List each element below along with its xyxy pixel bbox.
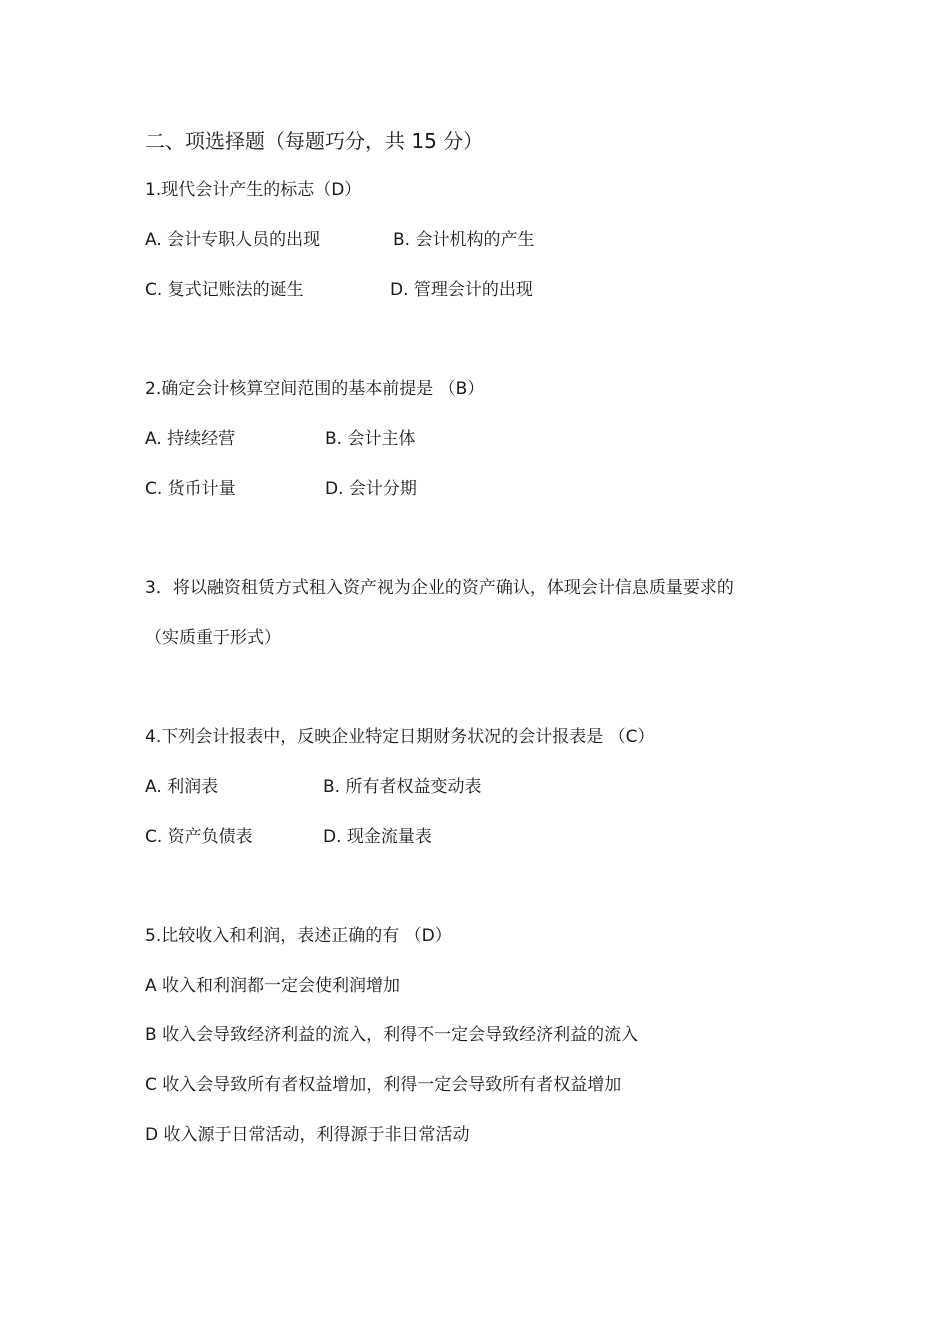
question-3-stem: 3．将以融资租赁方式租入资产视为企业的资产确认，体现会计信息质量要求的 bbox=[145, 578, 734, 598]
question-4-option-a: A. 利润表 bbox=[145, 777, 219, 797]
question-5-option-a: A 收入和利润都一定会使利润增加 bbox=[145, 976, 401, 996]
question-3-answer: （实质重于形式） bbox=[145, 628, 281, 648]
question-2-option-c: C. 货币计量 bbox=[145, 479, 236, 499]
question-2-option-d: D. 会计分期 bbox=[325, 479, 417, 499]
question-5-option-c: C 收入会导致所有者权益增加，利得一定会导致所有者权益增加 bbox=[145, 1075, 622, 1095]
question-2-option-b: B. 会计主体 bbox=[325, 429, 416, 449]
question-2-stem: 2.确定会计核算空间范围的基本前提是 （B） bbox=[145, 379, 485, 399]
question-1-stem: 1.现代会计产生的标志（D） bbox=[145, 180, 362, 200]
question-4-option-c: C. 资产负债表 bbox=[145, 827, 253, 847]
question-5-option-d: D 收入源于日常活动，利得源于非日常活动 bbox=[145, 1125, 470, 1145]
question-1-option-b: B. 会计机构的产生 bbox=[393, 230, 535, 250]
question-4-stem: 4.下列会计报表中，反映企业特定日期财务状况的会计报表是 （C） bbox=[145, 727, 655, 747]
question-4-option-d: D. 现金流量表 bbox=[323, 827, 432, 847]
question-1-option-c: C. 复式记账法的诞生 bbox=[145, 280, 304, 300]
question-1-option-a: A. 会计专职人员的出现 bbox=[145, 230, 321, 250]
question-4-option-b: B. 所有者权益变动表 bbox=[323, 777, 482, 797]
question-2-option-a: A. 持续经营 bbox=[145, 429, 236, 449]
question-5-stem: 5.比较收入和利润，表述正确的有 （D） bbox=[145, 926, 452, 946]
section-title: 二、项选择题（每题巧分，共 15 分） bbox=[145, 129, 484, 153]
question-5-option-b: B 收入会导致经济利益的流入，利得不一定会导致经济利益的流入 bbox=[145, 1025, 639, 1045]
question-1-option-d: D. 管理会计的出现 bbox=[390, 280, 533, 300]
